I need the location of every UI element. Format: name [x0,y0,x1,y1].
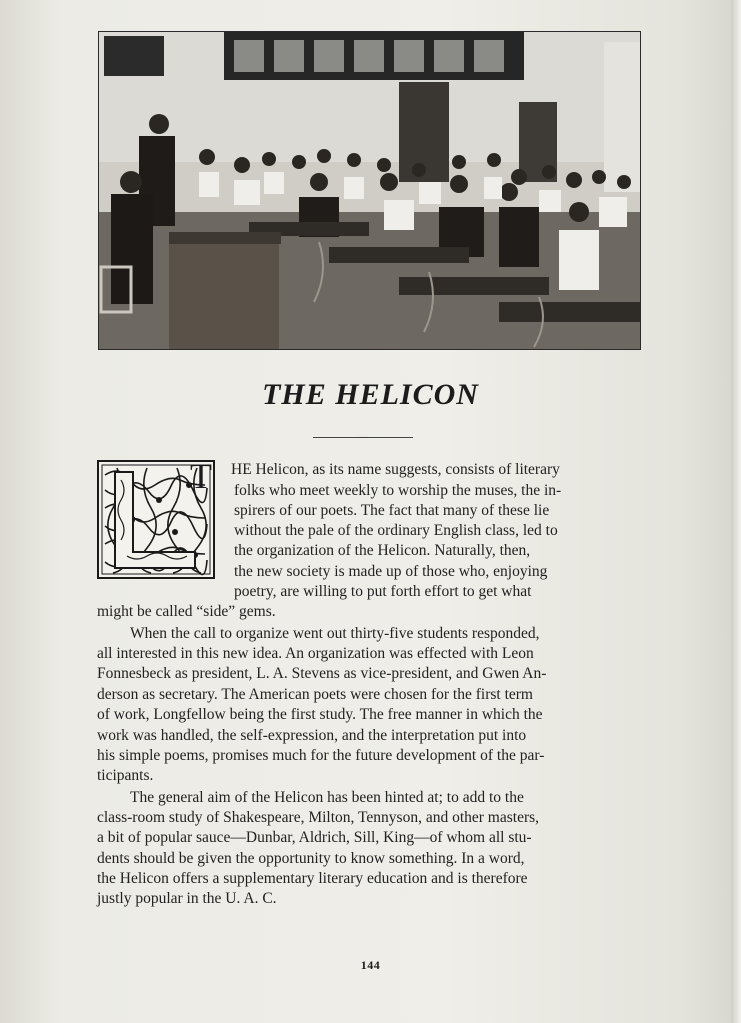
paragraph-2-line: his simple poems, promises much for the future development of the par- [97,747,545,764]
paragraph-2-line: work was handled, the self-expression, and the interpretation put into [97,727,527,744]
paragraph-3-line: justly popular in the U. A. C. [97,890,277,907]
paragraph-3-line: dents should be given the opportunity to know something. In a word, [97,850,525,867]
paragraph-1-line: the organization of the Helicon. Naturally, then, [234,542,531,559]
paragraph-2-line: of work, Longfellow being the first study. The free manner in which the [97,706,543,723]
paragraph-1-line: HE Helicon, as its name suggests, consists of literary [231,461,560,478]
paragraph-2-line: ticipants. [97,767,154,784]
paragraph-3-line: the Helicon offers a supplementary literary education and is therefore [97,870,528,887]
paragraph-1-line: folks who meet weekly to worship the muses, the in- [234,482,562,499]
paragraph-2-line: all interested in this new idea. An organization was effected with Leon [97,645,534,662]
paragraph-1-line: poetry, are willing to put forth effort to get what [234,583,532,600]
paragraph-1-line: without the pale of the ordinary English class, led to [234,522,558,539]
dropcap-letter: T [190,456,212,496]
paragraph-1-line: the new society is made up of those who, enjoying [234,563,548,580]
paragraph-2-line: Fonnesbeck as president, L. A. Stevens as vice-president, and Gwen An- [97,665,547,682]
classroom-photograph [98,31,641,350]
paragraph-3-line: class-room study of Shakespeare, Milton, Tennyson, and other masters, [97,809,540,826]
article-title: THE HELICON [262,378,479,411]
paragraph-2-line: derson as secretary. The American poets were chosen for the first term [97,686,533,703]
paragraph-3-line: a bit of popular sauce—Dunbar, Aldrich, Sill, King—of whom all stu- [97,829,532,846]
title-divider [313,437,413,438]
page-edge [731,0,741,1023]
paragraph-2-line: When the call to organize went out thirty-five students responded, [130,625,540,642]
paragraph-1-line: spirers of our poets. The fact that many of these lie [234,502,550,519]
paragraph-1-line: might be called “side” gems. [97,603,276,620]
page-number: 144 [360,958,381,972]
paragraph-3-line: The general aim of the Helicon has been hinted at; to add to the [130,789,524,806]
